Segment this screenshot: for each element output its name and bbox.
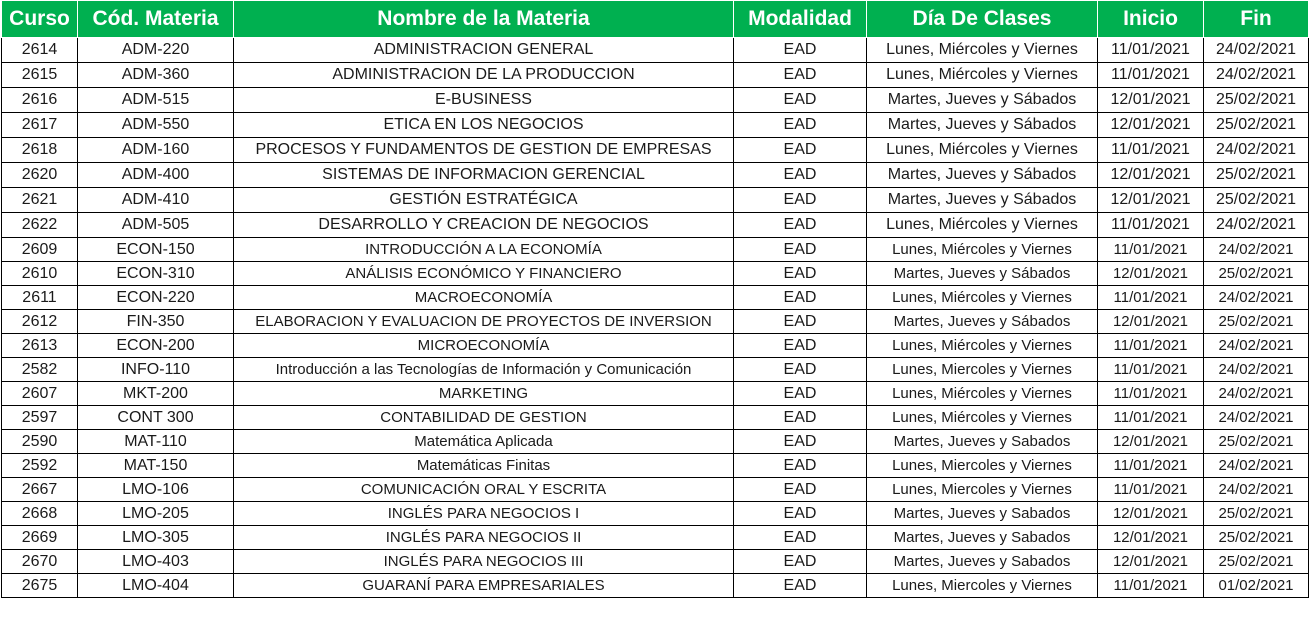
cell-modalidad: EAD bbox=[734, 334, 867, 358]
cell-inicio: 11/01/2021 bbox=[1098, 478, 1204, 502]
cell-fin: 25/02/2021 bbox=[1204, 430, 1309, 454]
cell-dia-clases: Martes, Jueves y Sabados bbox=[867, 502, 1098, 526]
cell-inicio: 12/01/2021 bbox=[1098, 430, 1204, 454]
cell-curso: 2610 bbox=[2, 262, 78, 286]
cell-modalidad: EAD bbox=[734, 63, 867, 88]
cell-modalidad: EAD bbox=[734, 454, 867, 478]
cell-dia-clases: Lunes, Miércoles y Viernes bbox=[867, 286, 1098, 310]
cell-codigo-materia: ADM-400 bbox=[78, 163, 234, 188]
cell-modalidad: EAD bbox=[734, 188, 867, 213]
cell-modalidad: EAD bbox=[734, 310, 867, 334]
table-row bbox=[2, 454, 1309, 478]
cell-modalidad: EAD bbox=[734, 478, 867, 502]
cell-modalidad: EAD bbox=[734, 286, 867, 310]
cell-inicio: 12/01/2021 bbox=[1098, 113, 1204, 138]
courses-table bbox=[1, 0, 1309, 598]
table-row bbox=[2, 38, 1309, 63]
cell-codigo-materia: MKT-200 bbox=[78, 382, 234, 406]
cell-nombre-materia: DESARROLLO Y CREACION DE NEGOCIOS bbox=[234, 213, 734, 238]
cell-fin: 25/02/2021 bbox=[1204, 550, 1309, 574]
cell-codigo-materia: ADM-220 bbox=[78, 38, 234, 63]
cell-nombre-materia: ADMINISTRACION GENERAL bbox=[234, 38, 734, 63]
cell-fin: 24/02/2021 bbox=[1204, 454, 1309, 478]
cell-nombre-materia: ANÁLISIS ECONÓMICO Y FINANCIERO bbox=[234, 262, 734, 286]
cell-curso: 2613 bbox=[2, 334, 78, 358]
cell-nombre-materia: Matemática Aplicada bbox=[234, 430, 734, 454]
cell-curso: 2615 bbox=[2, 63, 78, 88]
cell-fin: 24/02/2021 bbox=[1204, 334, 1309, 358]
cell-codigo-materia: ECON-220 bbox=[78, 286, 234, 310]
cell-curso: 2622 bbox=[2, 213, 78, 238]
cell-dia-clases: Martes, Jueves y Sabados bbox=[867, 550, 1098, 574]
cell-nombre-materia: Introducción a las Tecnologías de Información y Comunicación bbox=[234, 358, 734, 382]
cell-curso: 2597 bbox=[2, 406, 78, 430]
cell-codigo-materia: ECON-200 bbox=[78, 334, 234, 358]
cell-nombre-materia: INTRODUCCIÓN A LA ECONOMÍA bbox=[234, 238, 734, 262]
cell-curso: 2618 bbox=[2, 138, 78, 163]
cell-codigo-materia: LMO-403 bbox=[78, 550, 234, 574]
cell-codigo-materia: LMO-305 bbox=[78, 526, 234, 550]
cell-dia-clases: Lunes, Miércoles y Viernes bbox=[867, 138, 1098, 163]
cell-nombre-materia: GESTIÓN ESTRATÉGICA bbox=[234, 188, 734, 213]
cell-inicio: 11/01/2021 bbox=[1098, 138, 1204, 163]
cell-inicio: 11/01/2021 bbox=[1098, 454, 1204, 478]
table-row bbox=[2, 334, 1309, 358]
table-row bbox=[2, 286, 1309, 310]
cell-modalidad: EAD bbox=[734, 550, 867, 574]
cell-dia-clases: Martes, Jueves y Sábados bbox=[867, 113, 1098, 138]
table-row bbox=[2, 163, 1309, 188]
cell-inicio: 12/01/2021 bbox=[1098, 310, 1204, 334]
cell-fin: 24/02/2021 bbox=[1204, 38, 1309, 63]
cell-inicio: 11/01/2021 bbox=[1098, 382, 1204, 406]
cell-nombre-materia: INGLÉS PARA NEGOCIOS I bbox=[234, 502, 734, 526]
cell-modalidad: EAD bbox=[734, 382, 867, 406]
cell-codigo-materia: INFO-110 bbox=[78, 358, 234, 382]
cell-inicio: 11/01/2021 bbox=[1098, 286, 1204, 310]
cell-dia-clases: Lunes, Miercoles y Viernes bbox=[867, 454, 1098, 478]
cell-codigo-materia: ADM-160 bbox=[78, 138, 234, 163]
cell-dia-clases: Lunes, Miercoles y Viernes bbox=[867, 478, 1098, 502]
cell-modalidad: EAD bbox=[734, 406, 867, 430]
header-row bbox=[2, 1, 1309, 38]
table-row bbox=[2, 358, 1309, 382]
cell-modalidad: EAD bbox=[734, 138, 867, 163]
cell-inicio: 11/01/2021 bbox=[1098, 358, 1204, 382]
cell-curso: 2621 bbox=[2, 188, 78, 213]
cell-nombre-materia: INGLÉS PARA NEGOCIOS III bbox=[234, 550, 734, 574]
table-row bbox=[2, 406, 1309, 430]
cell-codigo-materia: MAT-110 bbox=[78, 430, 234, 454]
cell-dia-clases: Martes, Jueves y Sábados bbox=[867, 310, 1098, 334]
cell-codigo-materia: FIN-350 bbox=[78, 310, 234, 334]
cell-fin: 24/02/2021 bbox=[1204, 406, 1309, 430]
table-row bbox=[2, 430, 1309, 454]
cell-nombre-materia: ETICA EN LOS NEGOCIOS bbox=[234, 113, 734, 138]
cell-dia-clases: Lunes, Miércoles y Viernes bbox=[867, 334, 1098, 358]
cell-codigo-materia: MAT-150 bbox=[78, 454, 234, 478]
table-row bbox=[2, 382, 1309, 406]
cell-curso: 2617 bbox=[2, 113, 78, 138]
cell-inicio: 11/01/2021 bbox=[1098, 574, 1204, 598]
cell-inicio: 12/01/2021 bbox=[1098, 502, 1204, 526]
cell-fin: 25/02/2021 bbox=[1204, 113, 1309, 138]
cell-modalidad: EAD bbox=[734, 38, 867, 63]
cell-fin: 25/02/2021 bbox=[1204, 163, 1309, 188]
cell-fin: 24/02/2021 bbox=[1204, 286, 1309, 310]
cell-inicio: 12/01/2021 bbox=[1098, 88, 1204, 113]
cell-dia-clases: Martes, Jueves y Sabados bbox=[867, 526, 1098, 550]
cell-fin: 25/02/2021 bbox=[1204, 502, 1309, 526]
cell-modalidad: EAD bbox=[734, 574, 867, 598]
cell-inicio: 11/01/2021 bbox=[1098, 334, 1204, 358]
cell-curso: 2669 bbox=[2, 526, 78, 550]
table-row bbox=[2, 502, 1309, 526]
cell-nombre-materia: GUARANÍ PARA EMPRESARIALES bbox=[234, 574, 734, 598]
cell-curso: 2590 bbox=[2, 430, 78, 454]
header-codigo-materia: Cód. Materia bbox=[78, 1, 234, 38]
cell-curso: 2592 bbox=[2, 454, 78, 478]
cell-modalidad: EAD bbox=[734, 163, 867, 188]
cell-dia-clases: Lunes, Miércoles y Viernes bbox=[867, 238, 1098, 262]
header-inicio: Inicio bbox=[1098, 1, 1204, 38]
cell-codigo-materia: LMO-404 bbox=[78, 574, 234, 598]
cell-modalidad: EAD bbox=[734, 430, 867, 454]
cell-nombre-materia: SISTEMAS DE INFORMACION GERENCIAL bbox=[234, 163, 734, 188]
cell-curso: 2670 bbox=[2, 550, 78, 574]
cell-codigo-materia: LMO-205 bbox=[78, 502, 234, 526]
cell-curso: 2667 bbox=[2, 478, 78, 502]
cell-dia-clases: Martes, Jueves y Sábados bbox=[867, 262, 1098, 286]
cell-nombre-materia: INGLÉS PARA NEGOCIOS II bbox=[234, 526, 734, 550]
table-row bbox=[2, 238, 1309, 262]
cell-modalidad: EAD bbox=[734, 358, 867, 382]
cell-modalidad: EAD bbox=[734, 502, 867, 526]
cell-modalidad: EAD bbox=[734, 113, 867, 138]
cell-fin: 25/02/2021 bbox=[1204, 310, 1309, 334]
cell-modalidad: EAD bbox=[734, 526, 867, 550]
cell-nombre-materia: MACROECONOMÍA bbox=[234, 286, 734, 310]
cell-inicio: 12/01/2021 bbox=[1098, 550, 1204, 574]
cell-dia-clases: Martes, Jueves y Sábados bbox=[867, 163, 1098, 188]
cell-curso: 2582 bbox=[2, 358, 78, 382]
cell-curso: 2611 bbox=[2, 286, 78, 310]
cell-curso: 2616 bbox=[2, 88, 78, 113]
cell-dia-clases: Martes, Jueves y Sábados bbox=[867, 88, 1098, 113]
cell-nombre-materia: PROCESOS Y FUNDAMENTOS DE GESTION DE EMPRESAS bbox=[234, 138, 734, 163]
table-row bbox=[2, 478, 1309, 502]
header-modalidad: Modalidad bbox=[734, 1, 867, 38]
cell-nombre-materia: COMUNICACIÓN ORAL Y ESCRITA bbox=[234, 478, 734, 502]
table-row bbox=[2, 88, 1309, 113]
cell-dia-clases: Martes, Jueves y Sabados bbox=[867, 430, 1098, 454]
cell-codigo-materia: ECON-150 bbox=[78, 238, 234, 262]
table-row bbox=[2, 213, 1309, 238]
table-row bbox=[2, 188, 1309, 213]
table-row bbox=[2, 526, 1309, 550]
cell-nombre-materia: ADMINISTRACION DE LA PRODUCCION bbox=[234, 63, 734, 88]
cell-modalidad: EAD bbox=[734, 213, 867, 238]
header-dia-clases: Día De Clases bbox=[867, 1, 1098, 38]
cell-fin: 24/02/2021 bbox=[1204, 478, 1309, 502]
cell-fin: 01/02/2021 bbox=[1204, 574, 1309, 598]
cell-inicio: 12/01/2021 bbox=[1098, 526, 1204, 550]
table-row bbox=[2, 138, 1309, 163]
cell-fin: 25/02/2021 bbox=[1204, 262, 1309, 286]
cell-nombre-materia: E-BUSINESS bbox=[234, 88, 734, 113]
cell-nombre-materia: CONTABILIDAD DE GESTION bbox=[234, 406, 734, 430]
cell-nombre-materia: ELABORACION Y EVALUACION DE PROYECTOS DE INVERSION bbox=[234, 310, 734, 334]
header-curso: Curso bbox=[2, 1, 78, 38]
cell-curso: 2607 bbox=[2, 382, 78, 406]
cell-codigo-materia: ADM-360 bbox=[78, 63, 234, 88]
cell-dia-clases: Lunes, Miércoles y Viernes bbox=[867, 63, 1098, 88]
table-row bbox=[2, 550, 1309, 574]
table-row bbox=[2, 63, 1309, 88]
cell-nombre-materia: MARKETING bbox=[234, 382, 734, 406]
cell-codigo-materia: ADM-410 bbox=[78, 188, 234, 213]
cell-nombre-materia: Matemáticas Finitas bbox=[234, 454, 734, 478]
cell-dia-clases: Lunes, Miercoles y Viernes bbox=[867, 574, 1098, 598]
table-row bbox=[2, 262, 1309, 286]
cell-curso: 2614 bbox=[2, 38, 78, 63]
cell-fin: 24/02/2021 bbox=[1204, 358, 1309, 382]
cell-codigo-materia: ECON-310 bbox=[78, 262, 234, 286]
cell-dia-clases: Lunes, Miércoles y Viernes bbox=[867, 382, 1098, 406]
cell-inicio: 11/01/2021 bbox=[1098, 63, 1204, 88]
cell-fin: 25/02/2021 bbox=[1204, 188, 1309, 213]
cell-nombre-materia: MICROECONOMÍA bbox=[234, 334, 734, 358]
cell-inicio: 12/01/2021 bbox=[1098, 188, 1204, 213]
cell-fin: 24/02/2021 bbox=[1204, 138, 1309, 163]
cell-fin: 24/02/2021 bbox=[1204, 63, 1309, 88]
cell-inicio: 11/01/2021 bbox=[1098, 238, 1204, 262]
cell-curso: 2620 bbox=[2, 163, 78, 188]
cell-inicio: 12/01/2021 bbox=[1098, 262, 1204, 286]
table-row bbox=[2, 574, 1309, 598]
cell-inicio: 12/01/2021 bbox=[1098, 163, 1204, 188]
cell-fin: 25/02/2021 bbox=[1204, 526, 1309, 550]
cell-fin: 24/02/2021 bbox=[1204, 213, 1309, 238]
cell-fin: 24/02/2021 bbox=[1204, 238, 1309, 262]
cell-modalidad: EAD bbox=[734, 262, 867, 286]
cell-codigo-materia: CONT 300 bbox=[78, 406, 234, 430]
cell-dia-clases: Martes, Jueves y Sábados bbox=[867, 188, 1098, 213]
cell-curso: 2609 bbox=[2, 238, 78, 262]
cell-inicio: 11/01/2021 bbox=[1098, 213, 1204, 238]
cell-codigo-materia: ADM-515 bbox=[78, 88, 234, 113]
cell-codigo-materia: LMO-106 bbox=[78, 478, 234, 502]
table-row bbox=[2, 113, 1309, 138]
cell-codigo-materia: ADM-505 bbox=[78, 213, 234, 238]
cell-dia-clases: Lunes, Miercoles y Viernes bbox=[867, 358, 1098, 382]
cell-codigo-materia: ADM-550 bbox=[78, 113, 234, 138]
cell-inicio: 11/01/2021 bbox=[1098, 38, 1204, 63]
cell-modalidad: EAD bbox=[734, 88, 867, 113]
cell-fin: 25/02/2021 bbox=[1204, 88, 1309, 113]
cell-curso: 2675 bbox=[2, 574, 78, 598]
cell-dia-clases: Lunes, Miércoles y Viernes bbox=[867, 213, 1098, 238]
header-fin: Fin bbox=[1204, 1, 1309, 38]
cell-dia-clases: Lunes, Miércoles y Viernes bbox=[867, 406, 1098, 430]
cell-dia-clases: Lunes, Miércoles y Viernes bbox=[867, 38, 1098, 63]
cell-curso: 2612 bbox=[2, 310, 78, 334]
cell-inicio: 11/01/2021 bbox=[1098, 406, 1204, 430]
cell-fin: 24/02/2021 bbox=[1204, 382, 1309, 406]
cell-curso: 2668 bbox=[2, 502, 78, 526]
cell-modalidad: EAD bbox=[734, 238, 867, 262]
table-row bbox=[2, 310, 1309, 334]
header-nombre-materia: Nombre de la Materia bbox=[234, 1, 734, 38]
